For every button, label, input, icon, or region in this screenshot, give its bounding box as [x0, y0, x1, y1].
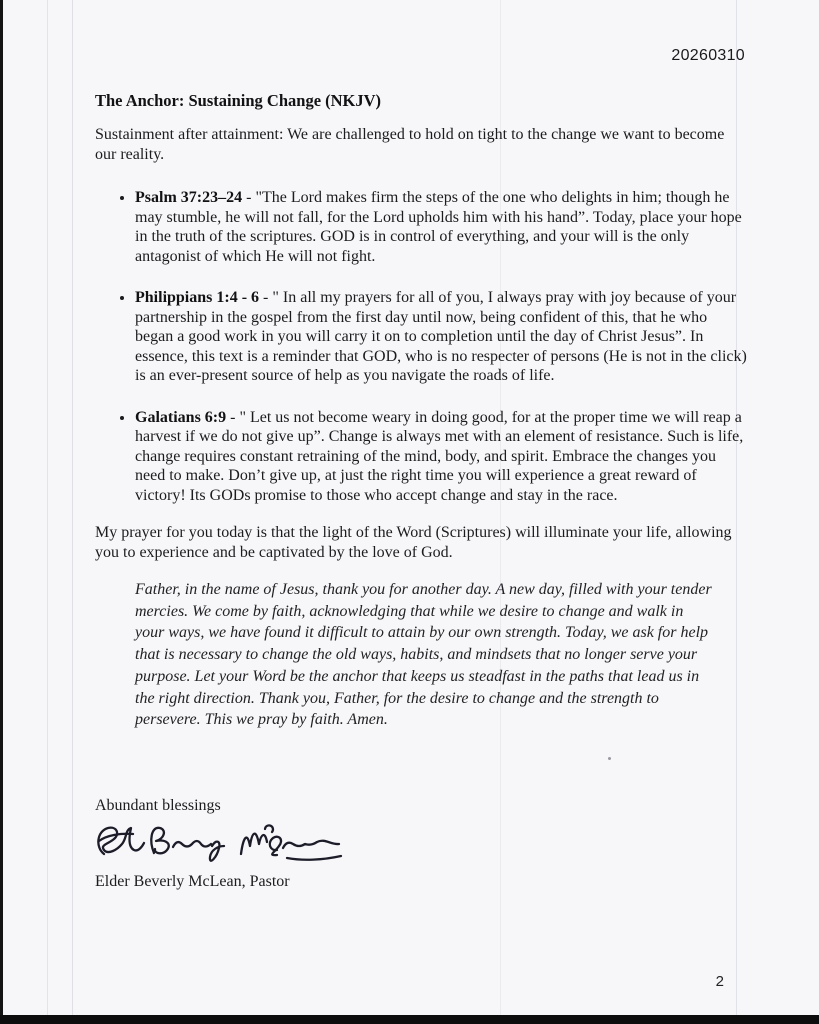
- signature-caption: Elder Beverly McLean, Pastor: [95, 873, 290, 890]
- scripture-text: " In all my prayers for all of you, I always pray with joy because of your partnership in the gospel from the first day until now, being confident of this, that he who began a good work in you will carry it on to completion until the day of Christ Jesus”. In essence, this text is a reminder that GOD, who is no respecter of persons (He is not in the click) is an ever-present source of help as you navigate the roads of life.: [135, 289, 747, 384]
- list-item-galatians: [135, 408, 747, 506]
- scripture-separator: -: [226, 408, 240, 426]
- scripture-separator: -: [242, 189, 256, 206]
- scripture-reference: Psalm 37:23–24: [135, 189, 243, 206]
- scan-edge-left: [0, 0, 3, 1024]
- scripture-list: [95, 188, 747, 505]
- scripture-text: "The Lord makes firm the steps of the one who delights in him; though he may stumble, he will not fall, for the Lord upholds him with his hand”. Today, place your hope in the truth of the scriptures. GOD is in control of everything, and your will is the only antagonist of which He will not fight.: [135, 189, 742, 265]
- paper-crease: [72, 0, 73, 1015]
- scan-edge-bottom: [0, 1015, 819, 1024]
- list-item-philippians: [135, 288, 747, 386]
- signoff-text: Abundant blessings: [95, 797, 221, 814]
- document-body: [95, 125, 747, 731]
- closing-paragraph: My prayer for you today is that the light of the Word (Scriptures) will illuminate your life, allowing you to experience and be captivated by the love of God.: [95, 524, 732, 561]
- signoff-block: [95, 797, 343, 891]
- list-item-psalm: [135, 188, 747, 266]
- document-date: 20260310: [671, 47, 745, 64]
- page-number: 2: [715, 973, 724, 990]
- document-title: The Anchor: Sustaining Change (NKJV): [95, 91, 382, 110]
- prayer-paragraph: Father, in the name of Jesus, thank you for another day. A new day, filled with your tender mercies. We come by faith, acknowledging that while we desire to change and walk in your ways, we have found it difficult to attain by our own strength. Today, we ask for help that is necessary to change the old ways, habits, and mindsets that no longer serve your purpose. Let your Word be the anchor that keeps us steadfast in the paths that lead us in the right direction. Thank you, Father, for the desire to change and the strength to persevere. This we pray by faith. Amen.: [135, 581, 712, 729]
- handwritten-signature: [91, 817, 343, 871]
- scripture-reference: Galatians 6:9: [135, 408, 227, 426]
- paper-crease: [47, 0, 48, 1015]
- scripture-separator: -: [259, 289, 273, 306]
- scripture-text: " Let us not become weary in doing good, for at the proper time we will reap a harvest if we do not give up”. Change is always met with an element of resistance. Such is life, change requires constant retraining of the mind, body, and spirit. Embrace the changes you need to make. Don’t give up, at just the right time you will experience a great reward of victory! Its GODs promise to those who accept change and stay in the race.: [135, 408, 744, 504]
- scan-speck: [608, 757, 611, 760]
- scripture-reference: Philippians 1:4 - 6: [135, 289, 260, 306]
- intro-paragraph: Sustainment after attainment: We are challenged to hold on tight to the change we want to become our reality.: [95, 126, 725, 163]
